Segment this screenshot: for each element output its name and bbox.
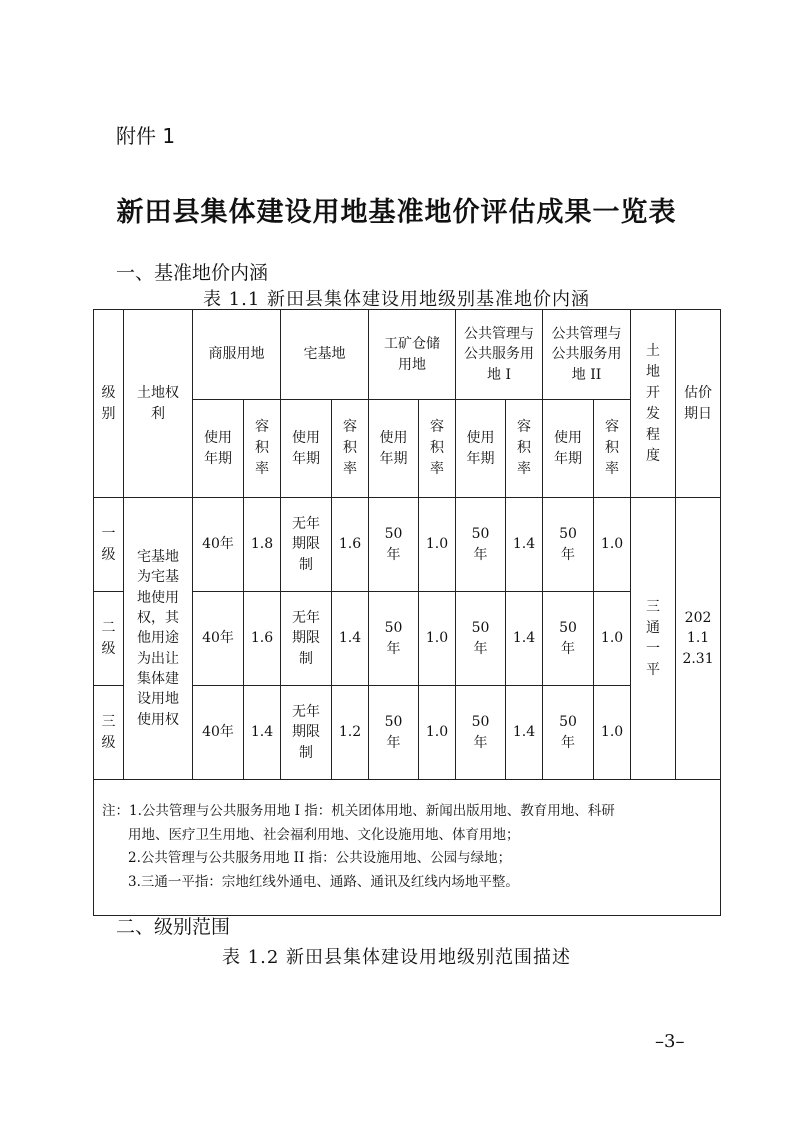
value-cell: 1.0 bbox=[419, 498, 456, 592]
level-cell: 二级 bbox=[94, 592, 124, 686]
attachment-label: 附件 1 bbox=[116, 124, 176, 148]
header-commercial: 商服用地 bbox=[193, 310, 281, 400]
value-cell: 1.4 bbox=[506, 592, 543, 686]
land-right-cell: 宅基地为宅基地使用权，其他用途为出让集体建设用地使用权 bbox=[124, 498, 193, 780]
value-cell: 无年期限制 bbox=[281, 592, 332, 686]
table1-caption: 表 1.1 新田县集体建设用地级别基准地价内涵 bbox=[202, 289, 591, 310]
value-cell: 50年 bbox=[369, 686, 419, 780]
value-cell: 40年 bbox=[193, 592, 244, 686]
value-cell: 1.6 bbox=[244, 592, 281, 686]
value-cell: 50年 bbox=[543, 498, 594, 592]
note-line-2: 2.公共管理与公共服务用地 II 指：公共设施用地、公园与绿地； bbox=[128, 850, 512, 867]
subheader-term: 使用年期 bbox=[456, 400, 506, 498]
value-cell: 50年 bbox=[456, 686, 506, 780]
header-industrial: 工矿仓储用地 bbox=[369, 310, 456, 400]
value-cell: 50年 bbox=[543, 686, 594, 780]
value-cell: 1.0 bbox=[419, 592, 456, 686]
value-cell: 1.4 bbox=[244, 686, 281, 780]
value-cell: 1.0 bbox=[594, 686, 631, 780]
note-line-3: 3.三通一平指：宗地红线外通电、通路、通讯及红线内场地平整。 bbox=[128, 873, 519, 890]
value-cell: 1.4 bbox=[506, 498, 543, 592]
valuation-date-cell: 2021.12.31 bbox=[676, 498, 721, 780]
subheader-term: 使用年期 bbox=[369, 400, 419, 498]
note-line-1: 注：1.公共管理与公共服务用地 I 指：机关团体用地、新闻出版用地、教育用地、科研 bbox=[102, 803, 615, 819]
value-cell: 1.8 bbox=[244, 498, 281, 592]
value-cell: 1.6 bbox=[332, 498, 369, 592]
value-cell: 1.4 bbox=[332, 592, 369, 686]
document-title: 新田县集体建设用地基准地价评估成果一览表 bbox=[116, 197, 677, 228]
subheader-far: 容积率 bbox=[419, 400, 456, 498]
table-notes bbox=[94, 780, 721, 916]
development-cell: 三通一平 bbox=[631, 498, 676, 780]
header-valuation-date: 估价期日 bbox=[676, 310, 721, 498]
value-cell: 50年 bbox=[456, 498, 506, 592]
header-development: 土地开发程度 bbox=[631, 310, 676, 498]
section1-heading: 一、基准地价内涵 bbox=[116, 262, 269, 284]
header-public-1: 公共管理与公共服务用地 I bbox=[456, 310, 543, 400]
value-cell: 50年 bbox=[543, 592, 594, 686]
value-cell: 50年 bbox=[369, 592, 419, 686]
land-price-table bbox=[93, 309, 721, 916]
value-cell: 无年期限制 bbox=[281, 686, 332, 780]
subheader-term: 使用年期 bbox=[543, 400, 594, 498]
table2-caption: 表 1.2 新田县集体建设用地级别范围描述 bbox=[221, 947, 572, 968]
value-cell: 1.2 bbox=[332, 686, 369, 780]
value-cell: 1.0 bbox=[594, 498, 631, 592]
subheader-far: 容积率 bbox=[244, 400, 281, 498]
header-level: 级别 bbox=[94, 310, 124, 498]
level-cell: 三级 bbox=[94, 686, 124, 780]
value-cell: 40年 bbox=[193, 686, 244, 780]
header-homestead: 宅基地 bbox=[281, 310, 369, 400]
subheader-term: 使用年期 bbox=[281, 400, 332, 498]
value-cell: 50年 bbox=[369, 498, 419, 592]
subheader-far: 容积率 bbox=[332, 400, 369, 498]
value-cell: 无年期限制 bbox=[281, 498, 332, 592]
table-row bbox=[94, 498, 721, 592]
header-public-2: 公共管理与公共服务用地 II bbox=[543, 310, 631, 400]
value-cell: 1.0 bbox=[594, 592, 631, 686]
value-cell: 1.0 bbox=[419, 686, 456, 780]
subheader-far: 容积率 bbox=[594, 400, 631, 498]
value-cell: 40年 bbox=[193, 498, 244, 592]
note-line-1-cont: 用地、医疗卫生用地、社会福利用地、文化设施用地、体育用地； bbox=[128, 826, 520, 843]
value-cell: 50年 bbox=[456, 592, 506, 686]
subheader-term: 使用年期 bbox=[193, 400, 244, 498]
section2-heading: 二、级别范围 bbox=[116, 916, 231, 938]
subheader-far: 容积率 bbox=[506, 400, 543, 498]
value-cell: 1.4 bbox=[506, 686, 543, 780]
level-cell: 一级 bbox=[94, 498, 124, 592]
page-number: –3– bbox=[655, 1031, 685, 1052]
header-land-right: 土地权利 bbox=[124, 310, 193, 498]
